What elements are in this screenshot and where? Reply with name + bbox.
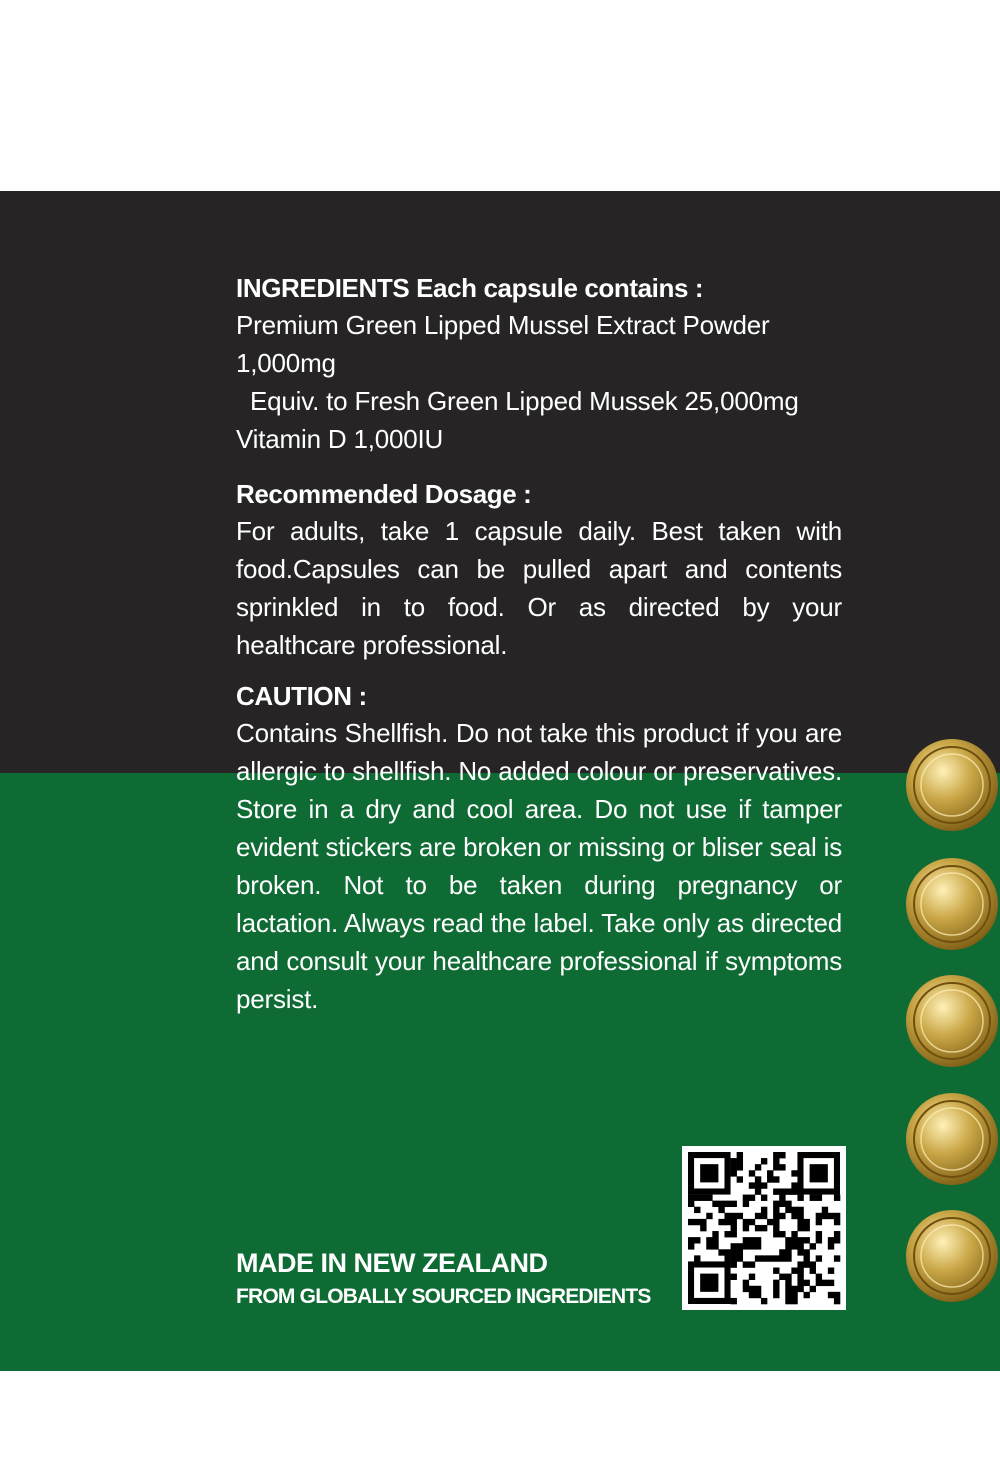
rmp-badge-icon (904, 973, 1000, 1069)
dosage-text: For adults, take 1 capsule daily. Best taken with food.Capsules can be pulled apart and contents sprinkled in to food. Or as directed by your healthcare professional. (236, 516, 842, 660)
dosage-heading: Recommended Dosage : (236, 479, 532, 509)
haccp-badge-icon (904, 737, 1000, 833)
ingredient-line-1: Premium Green Lipped Mussel Extract Powder (236, 310, 770, 340)
made-in-label: MADE IN NEW ZEALAND (236, 1248, 548, 1278)
gmp-badge-icon (904, 856, 1000, 952)
caution-section (236, 678, 842, 1018)
qr-code-icon[interactable] (682, 1146, 846, 1310)
fcp-badge-icon (904, 1091, 1000, 1187)
premium-quality-badge-icon (904, 1208, 1000, 1304)
caution-text: Contains Shellfish. Do not take this product if you are allergic to shellfish. No added colour or preservatives. Store in a dry and cool area. Do not use if tamper evident stickers are broken or missing or bliser seal is broken. Not to be taken during pregnancy or lactation. Always read the label. Take only as directed and consult your healthcare professional if symptoms persist. (236, 718, 842, 1014)
ingredient-line-2: 1,000mg (236, 348, 336, 378)
dosage-section (236, 476, 842, 664)
caution-heading: CAUTION : (236, 681, 367, 711)
ingredients-section (236, 270, 842, 458)
origin-statement (236, 1246, 651, 1314)
ingredients-heading: INGREDIENTS Each capsule contains : (236, 273, 704, 303)
label-content (236, 270, 842, 1018)
ingredient-line-3: Equiv. to Fresh Green Lipped Mussek 25,000mg (250, 386, 799, 416)
sourced-label: FROM GLOBALLY SOURCED INGREDIENTS (236, 1285, 651, 1308)
ingredient-line-4: Vitamin D 1,000IU (236, 424, 444, 454)
